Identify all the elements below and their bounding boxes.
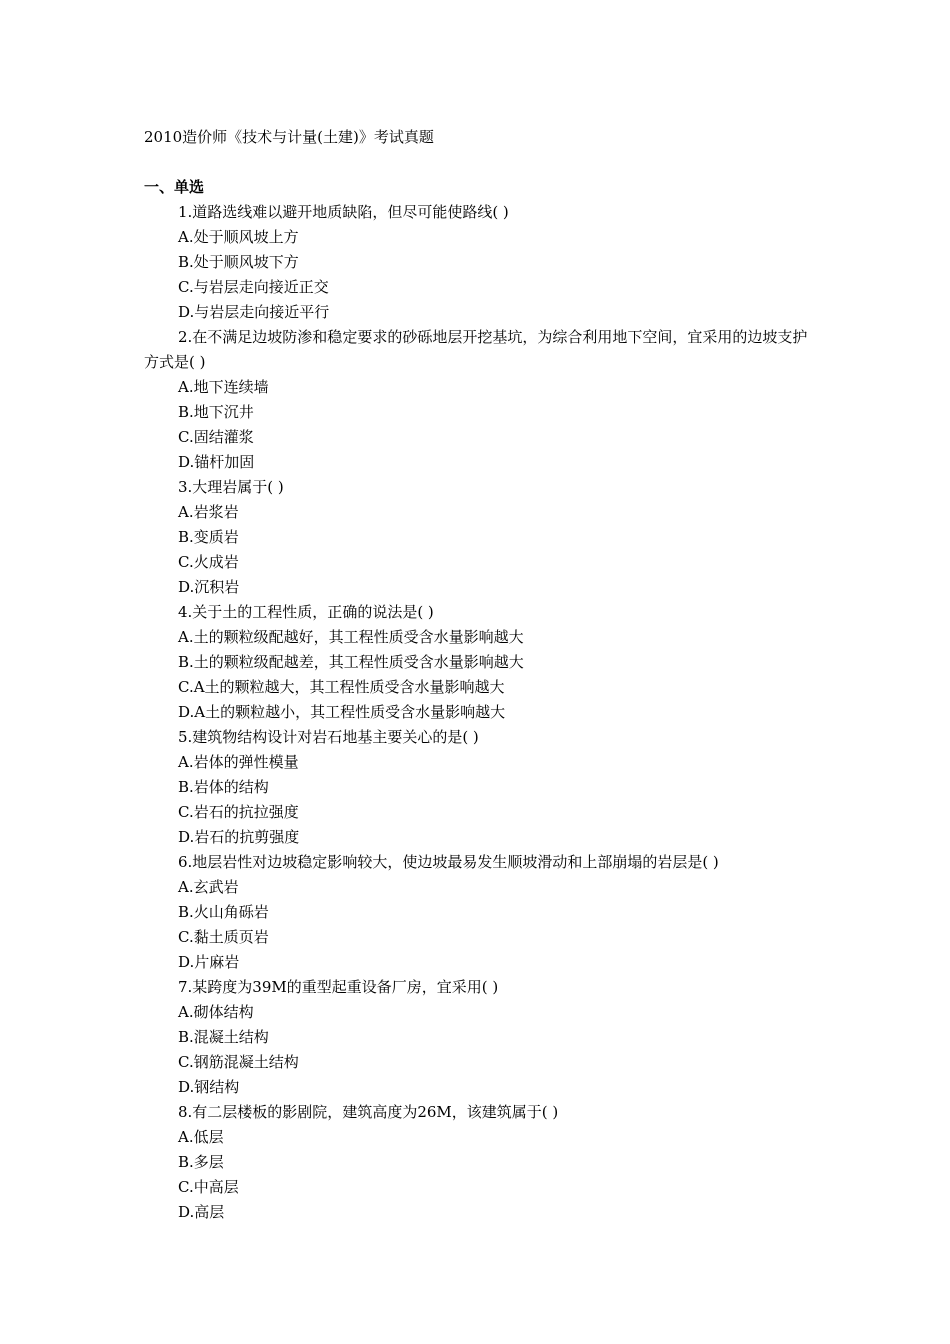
option-c: C.固结灌浆 bbox=[178, 428, 254, 446]
option-a: A.玄武岩 bbox=[178, 878, 239, 896]
option-b: B.变质岩 bbox=[178, 528, 239, 546]
question-3 bbox=[144, 475, 816, 600]
question-4 bbox=[144, 600, 816, 725]
question-2 bbox=[144, 325, 816, 475]
question-stem: 3.大理岩属于( ) bbox=[178, 478, 284, 496]
question-stem: 2.在不满足边坡防渗和稳定要求的砂砾地层开挖基坑，为综合利用地下空间，宜采用的边坡支护方式是( ) bbox=[144, 328, 808, 371]
section-heading: 一、单选 bbox=[144, 178, 205, 196]
option-c: C.与岩层走向接近正交 bbox=[178, 278, 329, 296]
option-a: A.处于顺风坡上方 bbox=[178, 228, 299, 246]
option-d: D.高层 bbox=[178, 1203, 225, 1221]
option-b: B.多层 bbox=[178, 1153, 224, 1171]
option-b: B.地下沉井 bbox=[178, 403, 254, 421]
option-a: A.土的颗粒级配越好，其工程性质受含水量影响越大 bbox=[178, 628, 524, 646]
option-d: D.钢结构 bbox=[178, 1078, 240, 1096]
question-stem: 1.道路选线难以避开地质缺陷，但尽可能使路线( ) bbox=[178, 203, 509, 221]
option-a: A.岩体的弹性模量 bbox=[178, 753, 299, 771]
option-c: C.钢筋混凝土结构 bbox=[178, 1053, 299, 1071]
option-a: A.地下连续墙 bbox=[178, 378, 269, 396]
option-b: B.土的颗粒级配越差，其工程性质受含水量影响越大 bbox=[178, 653, 524, 671]
document-title: 2010造价师《技术与计量(土建)》考试真题 bbox=[144, 128, 434, 146]
option-b: B.处于顺风坡下方 bbox=[178, 253, 299, 271]
option-a: A.低层 bbox=[178, 1128, 224, 1146]
question-list bbox=[144, 200, 816, 1225]
question-stem: 8.有二层楼板的影剧院，建筑高度为26M，该建筑属于( ) bbox=[178, 1103, 559, 1121]
option-b: B.岩体的结构 bbox=[178, 778, 269, 796]
question-stem: 6.地层岩性对边坡稳定影响较大，使边坡最易发生顺坡滑动和上部崩塌的岩层是( ) bbox=[178, 853, 719, 871]
question-stem: 5.建筑物结构设计对岩石地基主要关心的是( ) bbox=[178, 728, 479, 746]
option-b: B.火山角砾岩 bbox=[178, 903, 269, 921]
question-1 bbox=[144, 200, 816, 325]
option-d: D.与岩层走向接近平行 bbox=[178, 303, 330, 321]
option-c: C.A土的颗粒越大，其工程性质受含水量影响越大 bbox=[178, 678, 505, 696]
question-stem: 7.某跨度为39M的重型起重设备厂房，宜采用( ) bbox=[178, 978, 499, 996]
question-8 bbox=[144, 1100, 816, 1225]
option-c: C.中高层 bbox=[178, 1178, 239, 1196]
option-c: C.黏土质页岩 bbox=[178, 928, 269, 946]
option-d: D.锚杆加固 bbox=[178, 453, 255, 471]
option-d: D.沉积岩 bbox=[178, 578, 240, 596]
option-a: A.砌体结构 bbox=[178, 1003, 254, 1021]
option-c: C.岩石的抗拉强度 bbox=[178, 803, 299, 821]
question-stem: 4.关于土的工程性质，正确的说法是( ) bbox=[178, 603, 434, 621]
question-7 bbox=[144, 975, 816, 1100]
option-c: C.火成岩 bbox=[178, 553, 239, 571]
option-b: B.混凝土结构 bbox=[178, 1028, 269, 1046]
option-d: D.A土的颗粒越小，其工程性质受含水量影响越大 bbox=[178, 703, 506, 721]
question-6 bbox=[144, 850, 816, 975]
question-5 bbox=[144, 725, 816, 850]
option-d: D.岩石的抗剪强度 bbox=[178, 828, 300, 846]
option-a: A.岩浆岩 bbox=[178, 503, 239, 521]
option-d: D.片麻岩 bbox=[178, 953, 240, 971]
